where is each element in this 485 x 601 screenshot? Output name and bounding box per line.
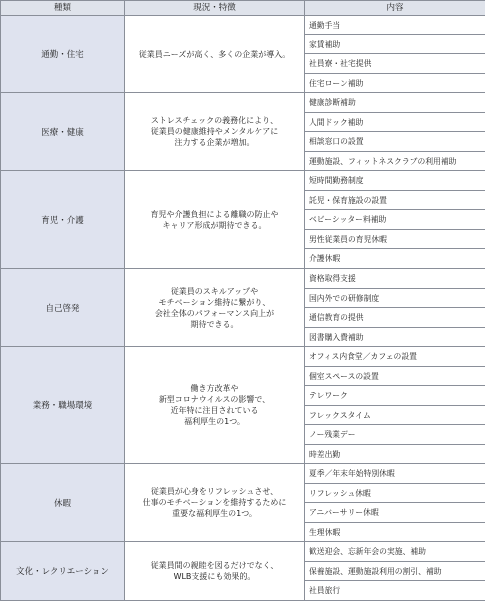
category-description [125, 542, 305, 601]
benefit-item: 個室スペースの設置 [305, 367, 485, 386]
description-line: 仕事のモチベーションを維持するために [131, 497, 298, 508]
category-description [125, 16, 305, 93]
header-content: 内容 [305, 1, 485, 16]
category-name: 休暇 [1, 464, 125, 542]
description-line: 育児や介護負担による離職の防止や [131, 209, 298, 220]
benefit-item: 運動施設、フィットネスクラブの利用補助 [305, 152, 485, 171]
benefit-item: フレックスタイム [305, 406, 485, 425]
description-line: キャリア形成が期待できる。 [131, 220, 298, 231]
table-row [1, 171, 485, 191]
benefit-item: 託児・保育施設の設置 [305, 191, 485, 210]
benefit-item: 短時間勤務制度 [305, 171, 485, 191]
description-line: 注力する企業が増加。 [131, 137, 298, 148]
description-line: WLB支援にも効果的。 [131, 571, 298, 582]
description-line: モチベーション維持に繋がり、 [131, 297, 298, 308]
benefit-item: 図書購入費補助 [305, 328, 485, 347]
description-line: 従業員のスキルアップや [131, 286, 298, 297]
category-description [125, 171, 305, 269]
description-line: 新型コロナウイルスの影響で、 [131, 394, 298, 405]
benefit-item: 家賃補助 [305, 35, 485, 54]
benefit-item: 通勤手当 [305, 16, 485, 35]
category-description [125, 464, 305, 542]
description-line: 従業員ニーズが高く、多くの企業が導入。 [131, 49, 298, 60]
table-body [1, 16, 485, 601]
benefit-item: 人間ドック補助 [305, 113, 485, 132]
benefit-item: 相談窓口の設置 [305, 132, 485, 152]
description-line: 会社全体のパフォーマンス向上が [131, 308, 298, 319]
category-name: 育児・介護 [1, 171, 125, 269]
description-line: 近年特に注目されている [131, 405, 298, 416]
description-line: 働き方改革や [131, 383, 298, 394]
category-description [125, 347, 305, 464]
benefit-item: 歓送迎会、忘新年会の実施、補助 [305, 542, 485, 562]
benefit-item: 夏季／年末年始特別休暇 [305, 464, 485, 484]
table-row [1, 542, 485, 562]
table-row [1, 464, 485, 484]
header-row [1, 1, 485, 16]
table-row [1, 16, 485, 35]
benefit-item: 時差出勤 [305, 445, 485, 464]
header-status: 現況・特徴 [125, 1, 305, 16]
benefit-item: 男性従業員の育児休暇 [305, 230, 485, 249]
benefit-item: 社員寮・社宅提供 [305, 54, 485, 74]
benefit-item: オフィス内食堂／カフェの設置 [305, 347, 485, 367]
benefit-item: アニバーサリー休暇 [305, 503, 485, 523]
benefit-item: 保養施設、運動施設利用の割引、補助 [305, 562, 485, 581]
description-line: 福利厚生の1つ。 [131, 416, 298, 427]
benefit-item: 社員旅行 [305, 581, 485, 601]
benefit-item: 生理休暇 [305, 523, 485, 542]
category-name: 自己啓発 [1, 269, 125, 347]
benefit-item: テレワーク [305, 386, 485, 406]
category-name: 通勤・住宅 [1, 16, 125, 93]
benefit-item: ベビーシッター料補助 [305, 210, 485, 230]
benefit-item: ノー残業デー [305, 425, 485, 445]
table-row [1, 269, 485, 289]
table-row [1, 93, 485, 113]
description-line: ストレスチェックの義務化により、 [131, 115, 298, 126]
description-line: 従業員が心身をリフレッシュさせ、 [131, 486, 298, 497]
benefit-item: 通信教育の提供 [305, 308, 485, 328]
category-name: 医療・健康 [1, 93, 125, 171]
description-line: 期待できる。 [131, 319, 298, 330]
benefit-item: 国内外での研修制度 [305, 289, 485, 308]
table-row [1, 347, 485, 367]
category-name: 文化・レクリエーション [1, 542, 125, 601]
category-description [125, 93, 305, 171]
header-type: 種類 [1, 1, 125, 16]
benefit-item: 資格取得支援 [305, 269, 485, 289]
category-description [125, 269, 305, 347]
description-line: 重要な福利厚生の1つ。 [131, 508, 298, 519]
benefit-item: 住宅ローン補助 [305, 74, 485, 93]
description-line: 従業員間の親睦を図るだけでなく、 [131, 560, 298, 571]
category-name: 業務・職場環境 [1, 347, 125, 464]
benefit-item: 介護休暇 [305, 249, 485, 269]
description-line: 従業員の健康維持やメンタルケアに [131, 126, 298, 137]
benefit-item: 健康診断補助 [305, 93, 485, 113]
benefit-item: リフレッシュ休暇 [305, 484, 485, 503]
